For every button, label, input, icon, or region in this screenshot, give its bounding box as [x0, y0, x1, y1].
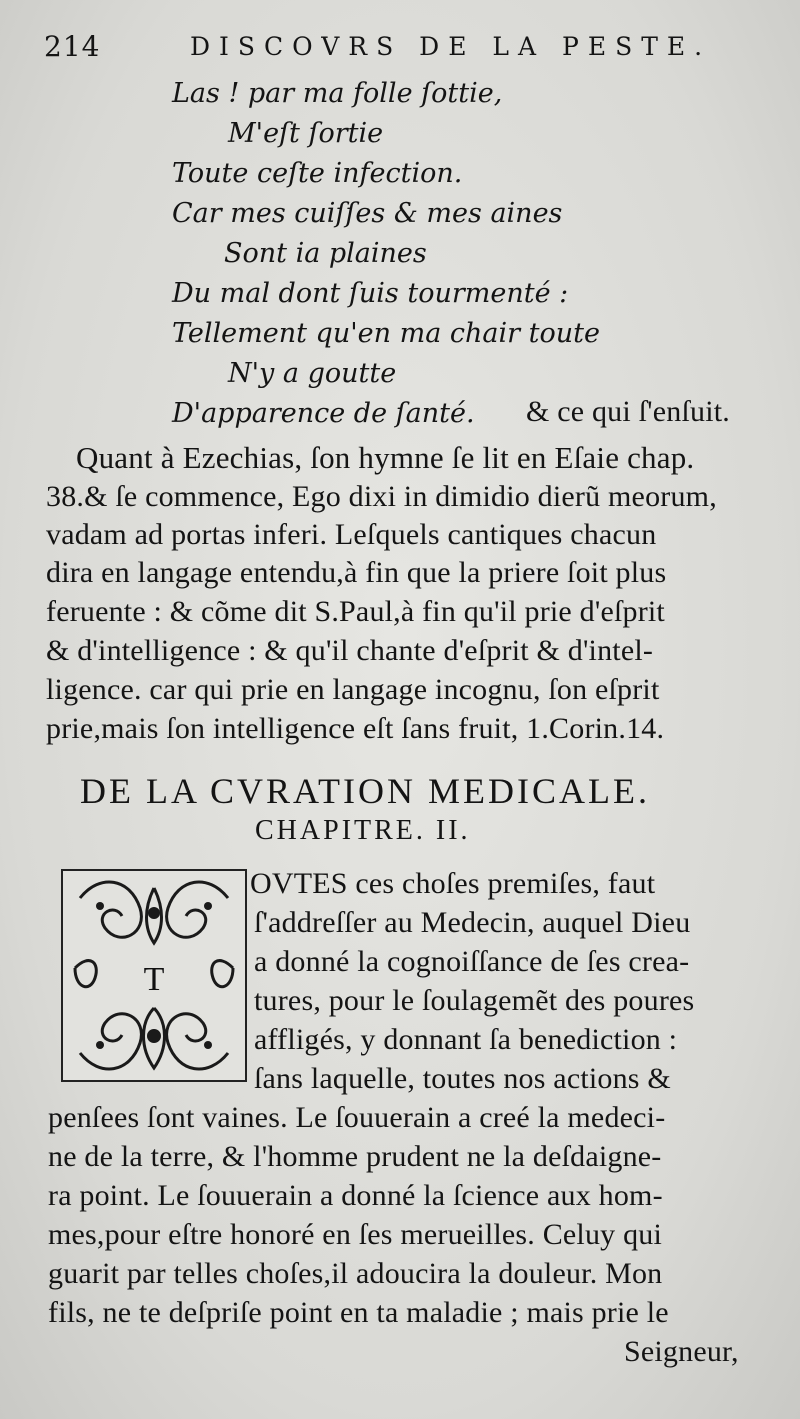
text-line: mes,pour eſtre honoré en ſes merueilles. Celuy qui	[48, 1218, 662, 1251]
text-line: prie,mais ſon intelligence eſt ſans fruit, 1.Corin.14.	[46, 712, 665, 745]
catchword: Seigneur,	[624, 1335, 739, 1368]
text-line: dira en langage entendu,à fin que la priere ſoit plus	[46, 556, 667, 589]
page-number: 214	[44, 30, 101, 63]
verse-line: D'apparence de ſanté.	[172, 398, 475, 429]
verse-line: Du mal dont ſuis tourmenté :	[172, 278, 569, 309]
text-line: fils, ne te deſpriſe point en ta maladie ; mais prie le	[48, 1296, 669, 1329]
running-title: DISCOVRS DE LA PESTE.	[190, 32, 712, 61]
verse-line: N'y a goutte	[228, 358, 397, 389]
text-line: a donné la cognoiſſance de ſes crea-	[254, 945, 690, 978]
drop-cap-ornament-icon	[60, 868, 248, 1083]
text-line: OVTES ces choſes premiſes, faut	[250, 867, 656, 900]
text-line: ra point. Le ſouuerain a donné la ſcience aux hom-	[48, 1179, 663, 1212]
text-line: & d'intelligence : & qu'il chante d'eſprit & d'intel-	[46, 634, 654, 667]
running-header	[0, 30, 800, 70]
text-line: affligés, y donnant ſa benediction :	[254, 1023, 678, 1056]
verse-line: M'eſt ſortie	[228, 118, 384, 149]
text-line: Quant à Ezechias, ſon hymne ſe lit en Eſaie chap.	[76, 440, 695, 475]
text-line: feruente : & cõme dit S.Paul,à fin qu'il prie d'eſprit	[46, 595, 665, 628]
text-line: tures, pour le ſoulagemẽt des poures	[254, 984, 695, 1017]
text-line: ne de la terre, & l'homme prudent ne la deſdaigne-	[48, 1140, 662, 1173]
chapter-heading: CHAPITRE. II.	[255, 815, 471, 846]
verse-line: Las ! par ma folle ſottie,	[172, 78, 503, 109]
ornamental-drop-cap	[60, 868, 248, 1083]
verse-line: Car mes cuiſſes & mes aines	[172, 198, 563, 229]
text-line: guarit par telles choſes,il adoucira la douleur. Mon	[48, 1257, 663, 1290]
verse-line: Tellement qu'en ma chair toute	[172, 318, 600, 349]
verse-line: Toute ceſte infection.	[172, 158, 463, 189]
text-line: vadam ad portas inferi. Leſquels cantiques chacun	[46, 518, 657, 551]
text-line: ſ'addreſſer au Medecin, auquel Dieu	[254, 906, 691, 939]
verse-tail: & ce qui ſ'enſuit.	[526, 395, 730, 428]
text-line: ligence. car qui prie en langage incognu, ſon eſprit	[46, 673, 660, 706]
text-line: ſans laquelle, toutes nos actions &	[254, 1062, 671, 1095]
text-line: 38.& ſe commence, Ego dixi in dimidio dierũ meorum,	[46, 480, 717, 513]
section-heading: DE LA CVRATION MEDICALE.	[80, 771, 650, 811]
verse-line: Sont ia plaines	[224, 238, 427, 269]
drop-cap-letter: T	[143, 961, 165, 998]
text-line: penſees ſont vaines. Le ſouuerain a creé la medeci-	[48, 1101, 666, 1134]
